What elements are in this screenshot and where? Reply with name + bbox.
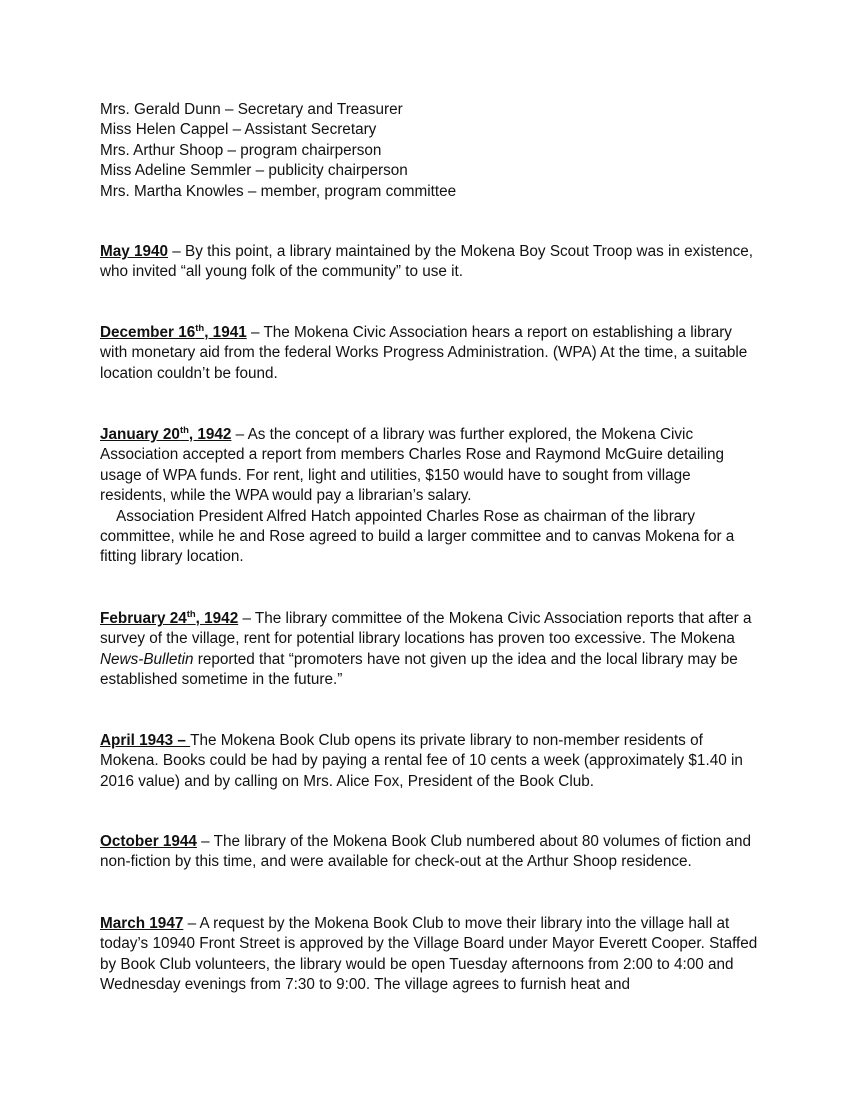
entry-paragraph (100, 323, 760, 384)
entry-text: The Mokena Book Club opens its private library to non-member residents of Mokena. Books could be had by paying a rental fee of 10 cents a week (approximately $1.40 in 2016 value) and by calling on Mrs. Alice Fox, President of the Book Club. (100, 732, 743, 790)
entry-text: – By this point, a library maintained by the Mokena Boy Scout Troop was in existence, who invited “all young folk of the community” to use it. (100, 243, 754, 281)
entry-date: April 1943 – (100, 732, 191, 749)
timeline-entry-apr-1943 (100, 731, 760, 792)
officer-line: Mrs. Gerald Dunn – Secretary and Treasurer (100, 101, 403, 118)
officer-line: Miss Adeline Semmler – publicity chairperson (100, 162, 408, 180)
timeline-entry-dec-1941 (100, 323, 760, 384)
entry-text: – The Mokena Civic Association hears a report on establishing a library with monetary aid from the federal Works Progress Administration. (WPA) At the time, a suitable location couldn’t be found. (100, 324, 748, 382)
entry-paragraph (100, 425, 760, 507)
timeline-entry-may-1940 (100, 242, 760, 283)
entry-text: – A request by the Mokena Book Club to move their library into the village hall at today’s 10940 Front Street is approved by the Village Board under Mayor Everett Cooper. Staffed by Book Club volunteers, the library would be open Tuesday afternoons from 2:00 to 4:00 and Wednesday evenings from 7:30 to 9:00. The village agrees to furnish heat and (100, 915, 758, 994)
entry-text-continued: reported that “promoters have not given up the idea and the local library may be established sometime in the future.” (100, 650, 738, 689)
timeline-entry-oct-1944 (100, 832, 760, 873)
entry-text: – As the concept of a library was further explored, the Mokena Civic Association accepted a report from members Charles Rose and Raymond McGuire detailing usage of WPA funds. For rent, light and utilities, $150 would have to sought from village residents, while the WPA would pay a librarian’s salary. (100, 426, 725, 505)
entry-paragraph (100, 832, 760, 873)
entry-date: December 16th, 1941 (100, 322, 247, 341)
timeline-entry-mar-1947 (100, 914, 760, 996)
entry-date: January 20th, 1942 (100, 424, 232, 443)
entry-paragraph (100, 609, 760, 691)
entry-date: May 1940 (100, 243, 169, 260)
newspaper-title: News-Bulletin (100, 650, 194, 668)
officer-line: Miss Helen Cappel – Assistant Secretary (100, 121, 377, 139)
timeline-entry-feb-1942 (100, 609, 760, 691)
entry-text: – The library of the Mokena Book Club numbered about 80 volumes of fiction and non-fiction by this time, and were available for check-out at the Arthur Shoop residence. (100, 833, 752, 871)
officer-line: Mrs. Martha Knowles – member, program committee (100, 182, 457, 200)
timeline-entry-jan-1942 (100, 425, 760, 568)
entry-paragraph (100, 914, 760, 996)
entry-date: February 24th, 1942 (100, 608, 239, 627)
entry-text: – The library committee of the Mokena Civic Association reports that after a survey of the village, rent for potential library locations has proven too excessive. The Mokena (100, 610, 752, 648)
entry-paragraph (100, 731, 760, 792)
entry-paragraph (100, 242, 760, 283)
officer-line: Mrs. Arthur Shoop – program chairperson (100, 141, 382, 159)
entry-paragraph-continued: Association President Alfred Hatch appointed Charles Rose as chairman of the library committee, while he and Rose agreed to build a larger committee and to canvas Mokena for a fitting library location. (100, 507, 735, 566)
officer-list (100, 100, 760, 202)
entry-date: March 1947 (100, 915, 184, 932)
entry-date: October 1944 (100, 833, 197, 850)
